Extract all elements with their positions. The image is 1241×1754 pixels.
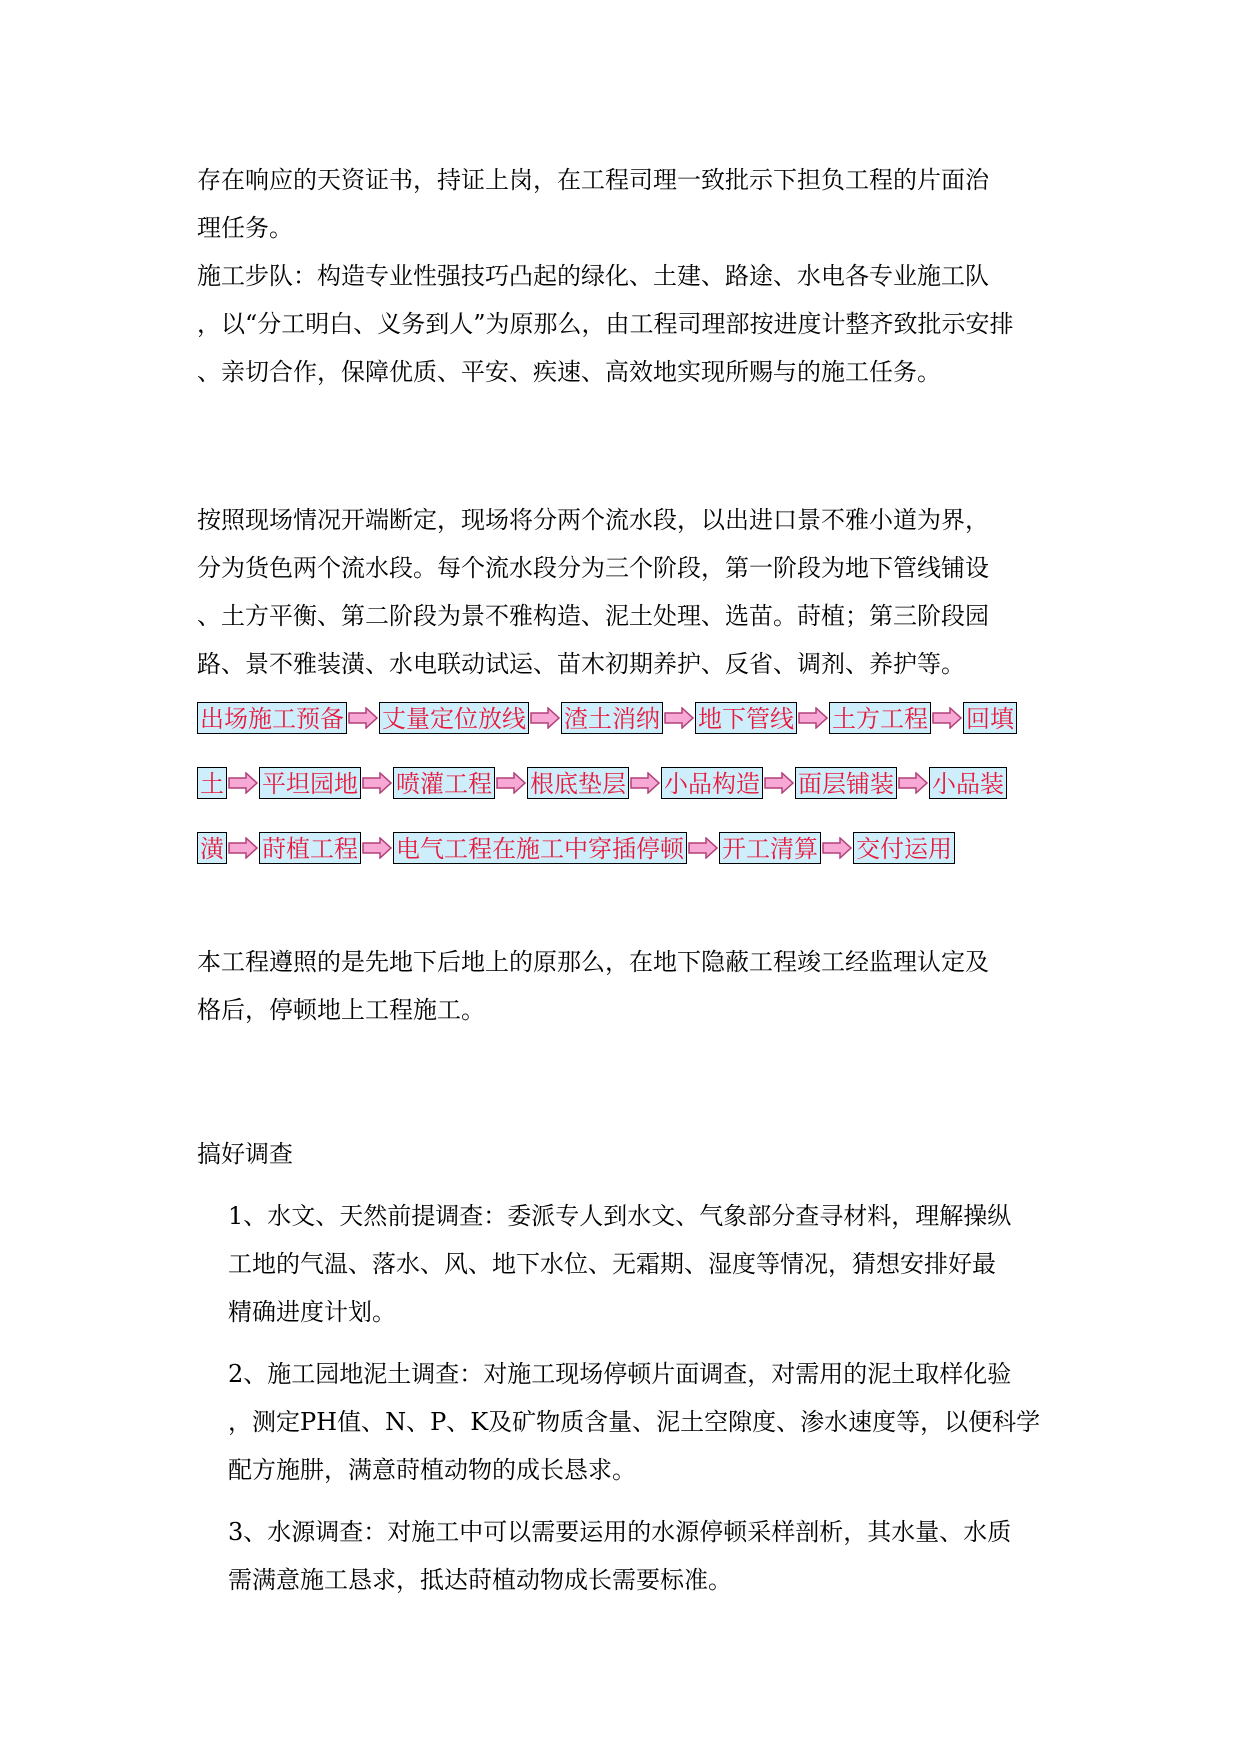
flow-step: 小品装: [929, 767, 1007, 799]
text-line: 格后，停顿地上工程施工。: [197, 996, 485, 1024]
flow-step: 出场施工预备: [197, 702, 347, 734]
flow-step: 平坦园地: [259, 767, 361, 799]
text-line: 精确进度计划。: [228, 1298, 396, 1326]
right-arrow-icon: [764, 772, 794, 794]
right-arrow-icon: [664, 707, 694, 729]
flow-row-2: [197, 766, 1007, 800]
flow-step: 喷灌工程: [393, 767, 495, 799]
right-arrow-icon: [348, 707, 378, 729]
text-line: 、亲切合作，保障优质、平安、疾速、高效地实现所赐与的施工任务。: [197, 358, 941, 386]
right-arrow-icon: [228, 772, 258, 794]
section-heading: 搞好调查: [197, 1140, 293, 1168]
text-line: 配方施肼，满意莳植动物的成长恳求。: [228, 1456, 636, 1484]
text-line: 路、景不雅装潢、水电联动试运、苗木初期养护、反省、调剂、养护等。: [197, 650, 965, 678]
right-arrow-icon: [362, 772, 392, 794]
flow-step: 潢: [197, 832, 227, 864]
flow-step: 渣土消纳: [561, 702, 663, 734]
text-line: 存在响应的天资证书，持证上岗，在工程司理一致批示下担负工程的片面治: [197, 166, 989, 194]
text-line: ，以“分工明白、义务到人”为原那么，由工程司理部按进度计整齐致批示安排: [197, 310, 1014, 338]
flow-step: 丈量定位放线: [379, 702, 529, 734]
text-line: 工地的气温、落水、风、地下水位、无霜期、湿度等情况，猜想安排好最: [228, 1250, 996, 1278]
right-arrow-icon: [362, 837, 392, 859]
text-line: 本工程遵照的是先地下后地上的原那么，在地下隐蔽工程竣工经监理认定及: [197, 948, 989, 976]
flow-step: 根底垫层: [527, 767, 629, 799]
flow-row-3: [197, 831, 955, 865]
text-line: 需满意施工恳求，抵达莳植动物成长需要标准。: [228, 1566, 732, 1594]
right-arrow-icon: [688, 837, 718, 859]
right-arrow-icon: [530, 707, 560, 729]
text-line: ，测定PH值、N、P、K及矿物质含量、泥土空隙度、渗水速度等，以便科学: [228, 1408, 1041, 1436]
flow-step: 开工清算: [719, 832, 821, 864]
flow-step: 地下管线: [695, 702, 797, 734]
text-line: 分为货色两个流水段。每个流水段分为三个阶段，第一阶段为地下管线铺设: [197, 554, 989, 582]
right-arrow-icon: [822, 837, 852, 859]
text-line: 3、水源调查：对施工中可以需要运用的水源停顿采样剖析，其水量、水质: [228, 1518, 1012, 1546]
flow-step: 交付运用: [853, 832, 955, 864]
right-arrow-icon: [798, 707, 828, 729]
text-line: 理任务。: [197, 214, 293, 242]
right-arrow-icon: [496, 772, 526, 794]
right-arrow-icon: [932, 707, 962, 729]
text-line: 1、水文、天然前提调查：委派专人到水文、气象部分查寻材料，理解操纵: [228, 1202, 1012, 1230]
flow-row-1: [197, 701, 1017, 735]
right-arrow-icon: [228, 837, 258, 859]
flow-step: 电气工程在施工中穿插停顿: [393, 832, 687, 864]
flow-step: 土: [197, 767, 227, 799]
flow-step: 面层铺装: [795, 767, 897, 799]
text-line: 按照现场情况开端断定，现场将分两个流水段，以出进口景不雅小道为界，: [197, 506, 989, 534]
right-arrow-icon: [898, 772, 928, 794]
flow-step: 小品构造: [661, 767, 763, 799]
flow-step: 莳植工程: [259, 832, 361, 864]
flow-step: 土方工程: [829, 702, 931, 734]
flow-step: 回填: [963, 702, 1017, 734]
text-line: 、土方平衡、第二阶段为景不雅构造、泥土处理、选苗。莳植；第三阶段园: [197, 602, 989, 630]
right-arrow-icon: [630, 772, 660, 794]
text-line: 2、施工园地泥土调查：对施工现场停顿片面调查，对需用的泥土取样化验: [228, 1360, 1012, 1388]
text-line: 施工步队：构造专业性强技巧凸起的绿化、土建、路途、水电各专业施工队: [197, 262, 989, 290]
